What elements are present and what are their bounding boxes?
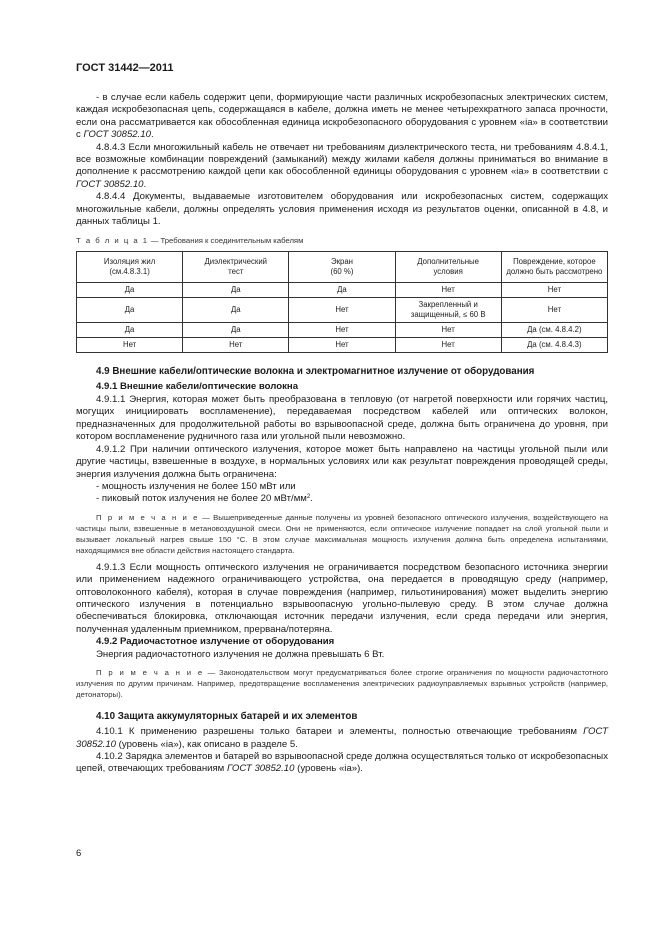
column-header: Дополнительные условия	[395, 252, 501, 283]
table-cell: Нет	[501, 298, 607, 323]
paragraph-492: Энергия радиочастотного излучения не должна превышать 6 Вт.	[96, 648, 385, 660]
section-4-10	[76, 710, 608, 776]
standard-reference: ГОСТ 30852.10	[76, 178, 144, 190]
table-cell: Нет	[289, 338, 395, 353]
standard-reference: ГОСТ 30852.10	[226, 763, 295, 775]
subsection-heading: 4.9.2 Радиочастотное излучение от оборудования	[96, 636, 335, 648]
paragraph-4102: 4.10.2 Зарядка элементов и батарей во взрывоопасной среде должна осуществляться только от искробезопасных цепей, отвечающих требованиям ГОСТ 30852.10 (уровень «ia»).	[76, 750, 608, 775]
table-cell: Да	[183, 298, 289, 323]
column-header: Повреждение, которое должно быть рассмотрено	[501, 252, 607, 283]
table-row	[77, 338, 608, 353]
table-caption: Т а б л и ц а 1 — Требования к соединительным кабелям	[76, 236, 304, 246]
paragraph-4911: 4.9.1.1 Энергия, которая может быть преобразована в тепловую (от нагретой поверхности или горячих частиц, могущих инициировать воспламенение), передаваемая посредством кабелей или оптических волокон, предназначенных для продолжительной работы во взрывоопасной среде, должна быть ограничена до уровня, при котором воспламенение рудничного газа или угольной пыли невозможно.	[76, 394, 608, 443]
section-4-9	[76, 365, 608, 700]
table-cell: Нет	[501, 283, 607, 298]
table-cell: Нет	[77, 338, 183, 353]
section-heading: 4.9 Внешние кабели/оптические волокна и электромагнитное излучение от оборудования	[96, 366, 535, 378]
note: П р и м е ч а н и е — Вышеприведенные данные получены из уровней безопасного оптического излучения, воздействующего на частицы пыли, взвешенные в метановоздушной смеси. Они не применяются, если оптическое излучение попадает на слой угольной пыли и вызывает локальный нагрев свыше 150 °С. В этом случае максимальная мощность излучения должна быть определена испытаниями, находящимися вне области действия настоящего стандарта.	[76, 512, 608, 555]
table-row	[77, 283, 608, 298]
table-cell: Да	[77, 323, 183, 338]
document-page	[76, 62, 608, 776]
column-header: Изоляция жил (см.4.8.3.1)	[77, 252, 183, 283]
column-header: Диэлектрический тест	[183, 252, 289, 283]
table-cell: Нет	[395, 323, 501, 338]
table-cell: Нет	[395, 283, 501, 298]
table-cell: Да (см. 4.8.4.3)	[501, 338, 607, 353]
cable-requirements-table	[76, 251, 608, 353]
table-cell: Да (см. 4.8.4.2)	[501, 323, 607, 338]
paragraph-4912: 4.9.1.2 При наличии оптического излучения, которое может быть направлено на частицы угольной пыли или другие частицы, взвешенные в воздухе, в нормальных условиях или как результат повреждения проводящей среды, энергия излучения должна быть ограничена:	[76, 443, 608, 480]
table-row	[77, 323, 608, 338]
standard-reference: ГОСТ 30852.10	[76, 726, 608, 750]
section-heading: 4.10 Защита аккумуляторных батарей и их элементов	[96, 711, 358, 723]
intro-dash-item: - в случае если кабель содержит цепи, формирующие части различных искробезопасных электрических систем, каждая искробезопасная цепь, содержащаяся в кабеле, должна иметь не менее четырехкратного запаса прочности, если она рассматривается как обособленная единица искробезопасного оборудования с уровнем «ia» в соответствии с ГОСТ 30852.10.	[76, 92, 608, 141]
list-item: - мощность излучения не более 150 мВт или	[96, 480, 296, 492]
table-cell: Да	[289, 283, 395, 298]
subsection-heading: 4.9.1 Внешние кабели/оптические волокна	[96, 381, 299, 393]
table-cell: Нет	[183, 338, 289, 353]
table-cell: Да	[183, 323, 289, 338]
table-cell: Да	[77, 298, 183, 323]
table-cell: Да	[77, 283, 183, 298]
paragraph-4101: 4.10.1 К применению разрешены только батареи и элементы, полностью отвечающие требованиям ГОСТ 30852.10 (уровень «ia»), как описано в разделе 5.	[76, 726, 608, 750]
paragraph-4913: 4.9.1.3 Если мощность оптического излучения не ограничивается посредством безопасного источника энергии или применением надежного ограничивающего устройства, она передается в проводящую среду (например, оптоволоконного кабеля), которая в случае повреждения (например, гильотинирования) может выделить энергию оптического излучения в потенциально взрывоопасную угольно-пылевую среду. В этом случае должна обеспечиваться блокировка, отключающая источник передачи излучения, если среда передачи или энергия, полученная удаленным приемником, прервана/потеряна.	[76, 561, 608, 635]
page-number: 6	[76, 848, 82, 859]
paragraph-4843: 4.8.4.3 Если многожильный кабель не отвечает ни требованиям диэлектрического теста, ни требованиям 4.8.4.1, все возможные комбинации повреждений (замыканий) между жилами кабеля должны приниматься во внимание в дополнение к рассмотрению каждой цепи как обособленной единицы оборудования с уровнем «ia» в соответствии с ГОСТ 30852.10.	[76, 141, 608, 190]
table-cell: Нет	[289, 298, 395, 323]
table-cell: Нет	[395, 338, 501, 353]
paragraph-4844: 4.8.4.4 Документы, выдаваемые изготовителем оборудования или искробезопасных систем, содержащих многожильные кабели, должны определять условия применения исходя из результатов оценки, описанной в 4.8, и данных таблицы 1.	[76, 191, 608, 228]
table-row	[77, 298, 608, 323]
table-cell: Закрепленный и защищенный, ≤ 60 В	[395, 298, 501, 323]
note: П р и м е ч а н и е — Законодательством могут предусматриваться более строгие ограничения по мощности радиочастотного излучения по другим причинам. Например, предотвращение воспламенения электрических радиоуправляемых взрывных устройств (например, детонаторы).	[76, 668, 608, 700]
table-cell: Нет	[289, 323, 395, 338]
standard-reference: ГОСТ 30852.10	[83, 129, 151, 141]
column-header: Экран (60 %)	[289, 252, 395, 283]
list-item: - пиковый поток излучения не более 20 мВт/$мм^2$.	[96, 493, 313, 505]
table-cell: Да	[183, 283, 289, 298]
document-header: ГОСТ 31442—2011	[76, 62, 174, 74]
table-header-row	[77, 252, 608, 283]
